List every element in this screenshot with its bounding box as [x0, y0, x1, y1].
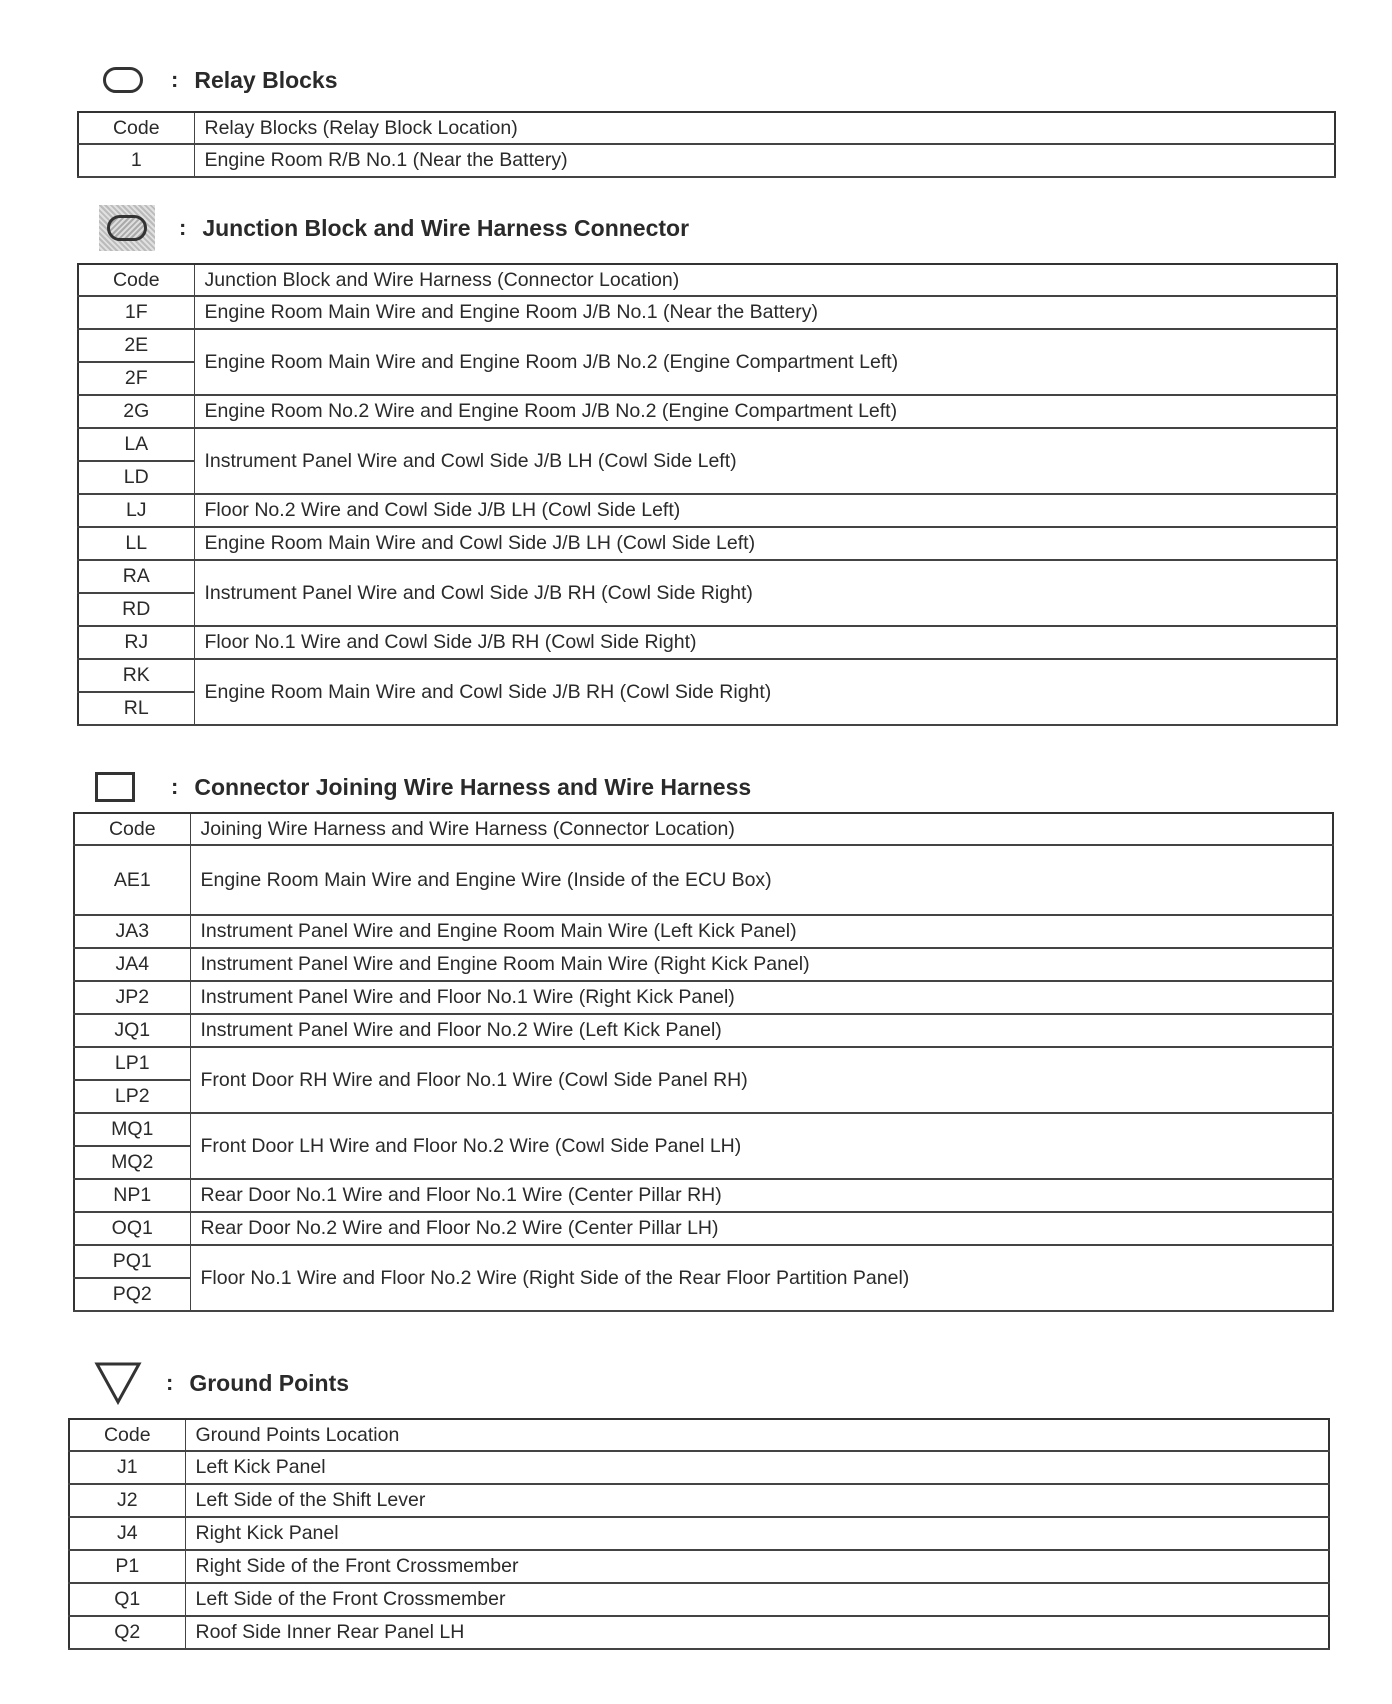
heading-colon: : [166, 1370, 174, 1395]
table-row [74, 1047, 1333, 1080]
table-row [74, 845, 1333, 915]
section-title: Junction Block and Wire Harness Connector [202, 214, 690, 241]
column-header-location: Relay Blocks (Relay Block Location) [194, 112, 1335, 144]
rectangle-icon [95, 772, 135, 802]
code-cell: NP1 [74, 1179, 190, 1212]
section-heading-connector-joining [95, 770, 751, 804]
location-cell: Instrument Panel Wire and Cowl Side J/B RH (Cowl Side Right) [194, 560, 1337, 626]
code-cell: J4 [69, 1517, 185, 1550]
column-header-code: Code [69, 1419, 185, 1451]
table-row [78, 494, 1337, 527]
location-cell: Floor No.1 Wire and Floor No.2 Wire (Right Side of the Rear Floor Partition Panel) [190, 1245, 1333, 1311]
code-cell: J2 [69, 1484, 185, 1517]
section-heading-ground-points [94, 1360, 349, 1406]
code-cell: MQ2 [74, 1146, 190, 1179]
table-header-row [78, 112, 1335, 144]
location-cell: Engine Room R/B No.1 (Near the Battery) [194, 144, 1335, 177]
table-header-row [74, 813, 1333, 845]
table-row [78, 428, 1337, 461]
location-cell: Rear Door No.1 Wire and Floor No.1 Wire (Center Pillar RH) [190, 1179, 1333, 1212]
location-cell: Front Door RH Wire and Floor No.1 Wire (Cowl Side Panel RH) [190, 1047, 1333, 1113]
location-cell: Engine Room Main Wire and Engine Room J/B No.1 (Near the Battery) [194, 296, 1337, 329]
oval-icon [103, 67, 143, 93]
table-row [78, 560, 1337, 593]
location-cell: Front Door LH Wire and Floor No.2 Wire (Cowl Side Panel LH) [190, 1113, 1333, 1179]
code-cell: RA [78, 560, 194, 593]
table-row [69, 1583, 1329, 1616]
code-cell: JA3 [74, 915, 190, 948]
location-cell: Instrument Panel Wire and Engine Room Main Wire (Right Kick Panel) [190, 948, 1333, 981]
location-cell: Instrument Panel Wire and Engine Room Main Wire (Left Kick Panel) [190, 915, 1333, 948]
code-cell: PQ1 [74, 1245, 190, 1278]
table-row [69, 1550, 1329, 1583]
section-title: Connector Joining Wire Harness and Wire Harness [194, 773, 752, 800]
location-cell: Engine Room Main Wire and Engine Room J/B No.2 (Engine Compartment Left) [194, 329, 1337, 395]
location-cell: Left Kick Panel [185, 1451, 1329, 1484]
location-cell: Instrument Panel Wire and Floor No.2 Wire (Left Kick Panel) [190, 1014, 1333, 1047]
code-cell: Q1 [69, 1583, 185, 1616]
section-heading-relay-blocks [103, 64, 338, 96]
relay-blocks-table [77, 111, 1336, 178]
code-cell: RD [78, 593, 194, 626]
code-cell: LP1 [74, 1047, 190, 1080]
location-cell: Floor No.1 Wire and Cowl Side J/B RH (Cowl Side Right) [194, 626, 1337, 659]
table-row [74, 915, 1333, 948]
code-cell: Q2 [69, 1616, 185, 1649]
column-header-code: Code [74, 813, 190, 845]
ground-points-table [68, 1418, 1330, 1650]
table-row [78, 395, 1337, 428]
table-row [78, 144, 1335, 177]
code-cell: RJ [78, 626, 194, 659]
code-cell: LL [78, 527, 194, 560]
location-cell: Left Side of the Front Crossmember [185, 1583, 1329, 1616]
table-row [74, 1014, 1333, 1047]
table-row [74, 1179, 1333, 1212]
location-cell: Right Kick Panel [185, 1517, 1329, 1550]
table-row [74, 948, 1333, 981]
table-row [78, 527, 1337, 560]
code-cell: 2E [78, 329, 194, 362]
location-cell: Left Side of the Shift Lever [185, 1484, 1329, 1517]
code-cell: J1 [69, 1451, 185, 1484]
code-cell: JP2 [74, 981, 190, 1014]
code-cell: RK [78, 659, 194, 692]
code-cell: 1F [78, 296, 194, 329]
location-cell: Engine Room Main Wire and Engine Wire (Inside of the ECU Box) [190, 845, 1333, 915]
table-header-row [78, 264, 1337, 296]
table-row [74, 1245, 1333, 1278]
code-cell: 2F [78, 362, 194, 395]
triangle-icon [94, 1361, 142, 1405]
table-row [69, 1484, 1329, 1517]
code-cell: 2G [78, 395, 194, 428]
code-cell: LJ [78, 494, 194, 527]
shaded-oval-icon [99, 205, 155, 251]
table-row [69, 1451, 1329, 1484]
location-cell: Engine Room Main Wire and Cowl Side J/B RH (Cowl Side Right) [194, 659, 1337, 725]
code-cell: P1 [69, 1550, 185, 1583]
location-cell: Right Side of the Front Crossmember [185, 1550, 1329, 1583]
location-cell: Rear Door No.2 Wire and Floor No.2 Wire (Center Pillar LH) [190, 1212, 1333, 1245]
code-cell: AE1 [74, 845, 190, 915]
column-header-code: Code [78, 112, 194, 144]
table-row [74, 981, 1333, 1014]
table-row [78, 626, 1337, 659]
table-header-row [69, 1419, 1329, 1451]
code-cell: LD [78, 461, 194, 494]
heading-colon: : [179, 215, 187, 240]
location-cell: Roof Side Inner Rear Panel LH [185, 1616, 1329, 1649]
table-row [74, 1113, 1333, 1146]
location-cell: Floor No.2 Wire and Cowl Side J/B LH (Cowl Side Left) [194, 494, 1337, 527]
table-row [69, 1517, 1329, 1550]
column-header-code: Code [78, 264, 194, 296]
code-cell: LP2 [74, 1080, 190, 1113]
code-cell: OQ1 [74, 1212, 190, 1245]
table-row [78, 659, 1337, 692]
table-row [78, 296, 1337, 329]
location-cell: Instrument Panel Wire and Cowl Side J/B LH (Cowl Side Left) [194, 428, 1337, 494]
table-row [69, 1616, 1329, 1649]
location-cell: Instrument Panel Wire and Floor No.1 Wire (Right Kick Panel) [190, 981, 1333, 1014]
code-cell: JQ1 [74, 1014, 190, 1047]
location-cell: Engine Room No.2 Wire and Engine Room J/B No.2 (Engine Compartment Left) [194, 395, 1337, 428]
column-header-location: Junction Block and Wire Harness (Connector Location) [194, 264, 1337, 296]
junction-block-table [77, 263, 1338, 726]
code-cell: MQ1 [74, 1113, 190, 1146]
location-cell: Engine Room Main Wire and Cowl Side J/B LH (Cowl Side Left) [194, 527, 1337, 560]
heading-colon: : [171, 774, 179, 799]
table-row [74, 1212, 1333, 1245]
code-cell: 1 [78, 144, 194, 177]
heading-colon: : [171, 67, 179, 92]
table-row [78, 329, 1337, 362]
section-title: Relay Blocks [194, 66, 338, 93]
code-cell: JA4 [74, 948, 190, 981]
column-header-location: Ground Points Location [185, 1419, 1329, 1451]
column-header-location: Joining Wire Harness and Wire Harness (Connector Location) [190, 813, 1333, 845]
code-cell: PQ2 [74, 1278, 190, 1311]
section-title: Ground Points [189, 1369, 350, 1396]
connector-joining-table [73, 812, 1334, 1312]
code-cell: LA [78, 428, 194, 461]
code-cell: RL [78, 692, 194, 725]
section-heading-junction-block [99, 205, 689, 251]
